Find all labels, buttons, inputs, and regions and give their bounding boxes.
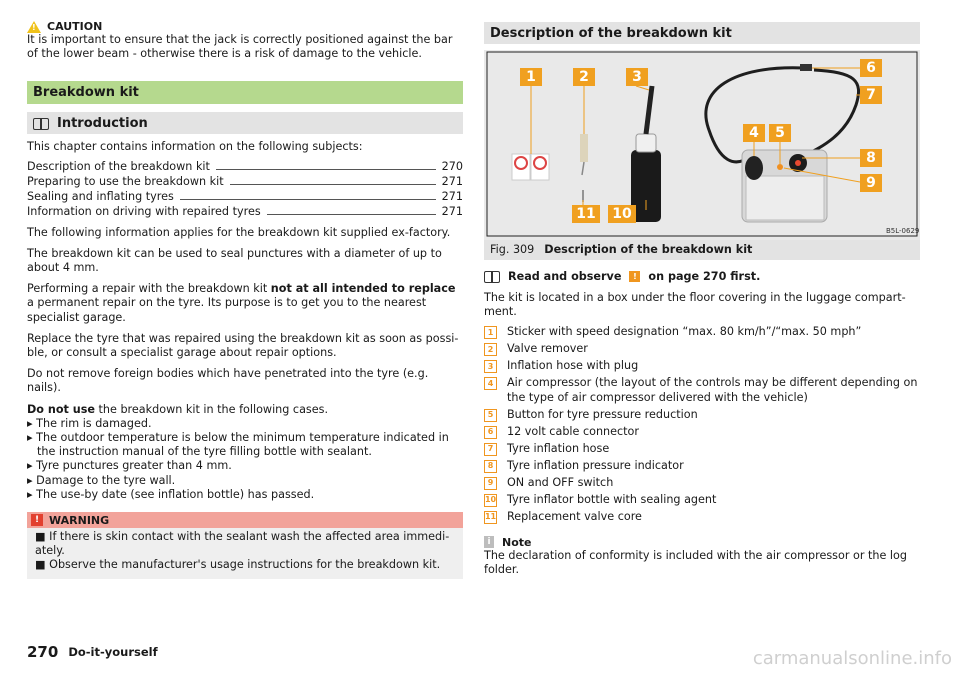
book-icon (484, 271, 500, 282)
figure-caption-text: Description of the breakdown kit (544, 242, 753, 256)
breakdown-kit-illustration (484, 50, 920, 240)
figure-label: 6 (860, 59, 882, 77)
figure-caption (484, 238, 920, 260)
intro-title: Introduction (57, 115, 148, 131)
paragraph: The breakdown kit can be used to seal punctures with a diameter of up to about 4 mm. (27, 246, 442, 275)
section-title: Breakdown kit (27, 81, 463, 104)
list-item: 7 Tyre inflation hose (484, 442, 920, 456)
figure-label: 1 (520, 68, 542, 86)
caution-text: It is important to ensure that the jack is correctly positioned against the bar of the lower beam - otherwise there is a risk of damage to the vehicle. (27, 33, 453, 61)
left-column (27, 0, 463, 579)
intro-lead: This chapter contains information on the following subjects: (27, 140, 363, 154)
page-footer (27, 643, 158, 661)
figure-label: 9 (860, 174, 882, 192)
warning-item: ■ If there is skin contact with the sealant wash the affected area immedi-ately. (35, 530, 450, 558)
warning-title: WARNING (49, 513, 110, 527)
intro-heading (27, 112, 463, 134)
paragraph: Performing a repair with the breakdown kit not at all intended to replace a permanent repair on the tyre. Its purpose is to get you to the nearest specialist garage. (27, 282, 456, 324)
list-item: 11 Replacement valve core (484, 509, 642, 523)
do-not-use-lead: Do not use the breakdown kit in the following cases. (27, 402, 329, 416)
list-item: 1 Sticker with speed designation “max. 80 km/h”/“max. 50 mph” (484, 325, 920, 339)
list-item: 10 Tyre inflator bottle with sealing agent (484, 492, 717, 506)
paragraph: Replace the tyre that was repaired using the breakdown kit as soon as possi-ble, or consult a specialist garage about repair options. (27, 331, 459, 360)
figure-label: 4 (743, 124, 765, 142)
list-item: 5 Button for tyre pressure reduction (484, 408, 920, 422)
list-item: ▸ The outdoor temperature is below the minimum temperature indicated in the instruction manual of the tyre filling bottle with sealant. (27, 431, 449, 459)
toc-entry[interactable]: Preparing to use the breakdown kit 271 (27, 174, 463, 188)
list-item: ▸ The rim is damaged. (27, 416, 152, 430)
figure-code: B5L-0629 (886, 227, 920, 235)
list-item: 6 12 volt cable connector (484, 425, 920, 439)
kit-location-text: The kit is located in a box under the floor covering in the luggage compart-ment. (484, 291, 906, 319)
caution-block (27, 20, 463, 61)
toc-entry[interactable]: Description of the breakdown kit 270 (27, 159, 463, 173)
note-heading: i Note (484, 536, 920, 549)
caution-title: CAUTION (47, 20, 103, 33)
info-icon: i (484, 536, 494, 548)
toc (27, 159, 463, 219)
watermark: carmanualsonline.info (752, 648, 952, 669)
page-number: 270 (27, 643, 59, 661)
list-item: ▸ Tyre punctures greater than 4 mm. (27, 459, 232, 473)
bullet-list (27, 417, 463, 502)
figure-label: 11 (572, 205, 600, 223)
book-icon (33, 118, 49, 129)
figure-label: 2 (573, 68, 595, 86)
description-heading: Description of the breakdown kit (484, 22, 920, 44)
read-and-observe: Read and observe ! on page 270 first. (484, 270, 920, 283)
figure-label: 7 (860, 86, 882, 104)
breakdown-kit-figure (484, 50, 920, 240)
figure-label: 8 (860, 149, 882, 167)
note-text: The declaration of conformity is included with the air compressor or the log folder. (484, 548, 907, 577)
figure-label: 3 (626, 68, 648, 86)
list-item: 9 ON and OFF switch (484, 476, 920, 490)
toc-entry[interactable]: Information on driving with repaired tyres 271 (27, 204, 463, 218)
warning-icon: ! (31, 514, 43, 526)
caution-icon: ! (27, 21, 41, 33)
footer-section: Do-it-yourself (68, 645, 158, 659)
warning-box (27, 512, 463, 579)
list-item: 4 Air compressor (the layout of the controls may be different depending on the type of air compressor delivered with the vehicle) (484, 376, 920, 404)
page-ref-link[interactable]: on page 270 first. (648, 270, 761, 283)
warning-ref-icon[interactable]: ! (629, 271, 640, 282)
list-item: ▸ Damage to the tyre wall. (27, 473, 176, 487)
list-item: 8 Tyre inflation pressure indicator (484, 459, 920, 473)
toc-entry[interactable]: Sealing and inflating tyres 271 (27, 189, 463, 203)
list-item: 3 Inflation hose with plug (484, 359, 920, 373)
right-column (484, 0, 920, 577)
list-item: ▸ The use-by date (see inflation bottle) has passed. (27, 487, 315, 501)
warning-item: ■ Observe the manufacturer's usage instructions for the breakdown kit. (35, 558, 441, 572)
list-item: 2 Valve remover (484, 342, 920, 356)
paragraph: Do not remove foreign bodies which have penetrated into the tyre (e.g. nails). (27, 367, 429, 395)
figure-number: Fig. 309 (490, 242, 535, 256)
component-list (484, 325, 920, 523)
figure-label: 10 (608, 205, 636, 223)
figure-label: 5 (769, 124, 791, 142)
paragraph: The following information applies for the breakdown kit supplied ex-factory. (27, 225, 451, 239)
